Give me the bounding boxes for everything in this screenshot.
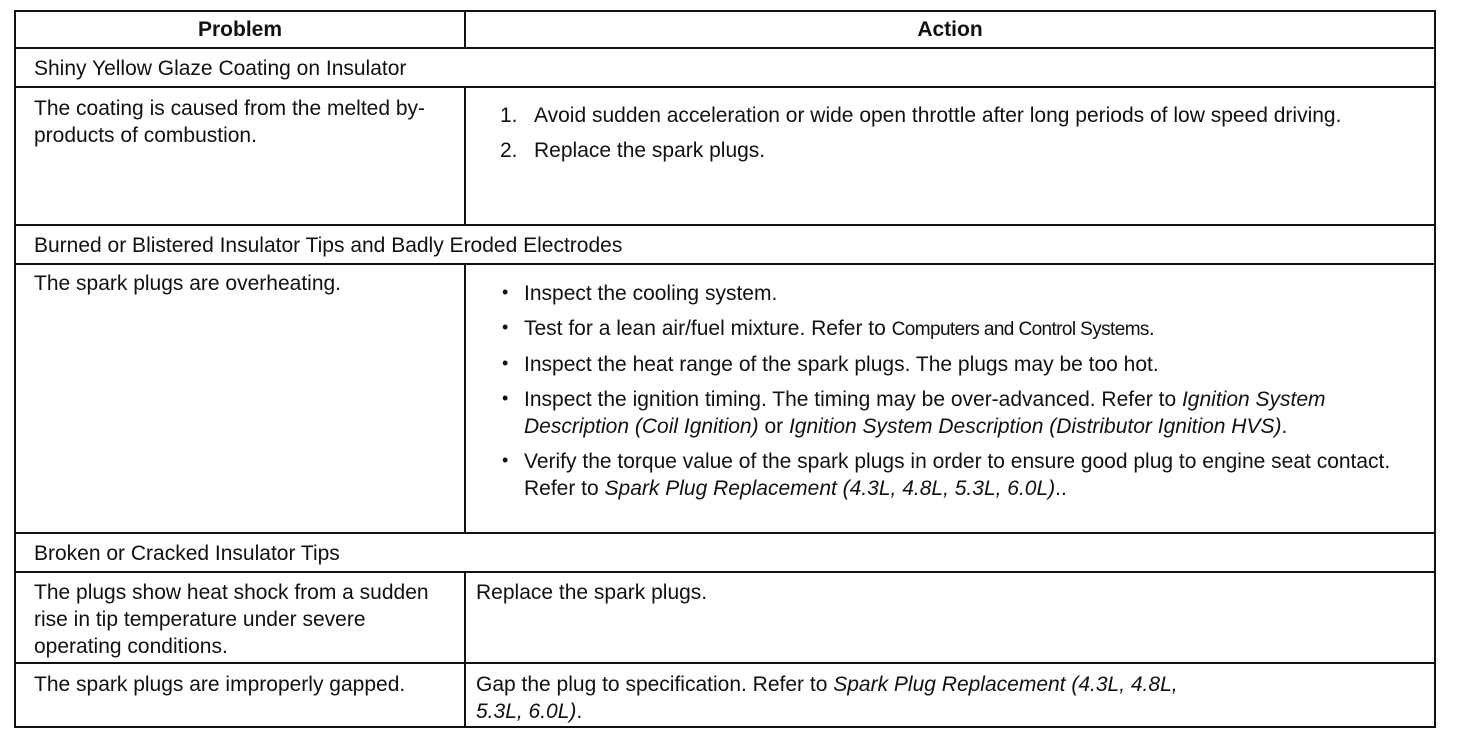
divider [16, 224, 1434, 226]
reference-link[interactable]: Ignition System Description (Coil Ignition) [524, 388, 1326, 438]
divider [16, 47, 1434, 49]
list-item: • Inspect the ignition timing. The timing may be over-advanced. Refer to Ignition System Description (Coil Ignition) or Ignition System Description (Distributor Ignition HVS). [502, 388, 1326, 438]
list-item: • Verify the torque value of the spark plugs in order to ensure good plug to engine seat contact. Refer to Spark Plug Replacement (4.3L, 4.8L, 5.3L, 6.0L).. [502, 450, 1391, 500]
divider [464, 263, 466, 532]
column-header-action: Action [917, 18, 983, 41]
problem-cell: The coating is caused from the melted by-products of combustion. [34, 97, 426, 147]
list-item: 2. Replace the spark plugs. [500, 139, 766, 162]
divider [16, 86, 1434, 88]
divider [464, 86, 466, 224]
troubleshooting-table [14, 10, 1436, 728]
divider [16, 263, 1434, 265]
list-item: 1. Avoid sudden acceleration or wide open throttle after long periods of low speed driving. [500, 104, 1342, 127]
action-cell [500, 102, 1425, 172]
problem-cell: The spark plugs are overheating. [34, 272, 342, 295]
action-cell [500, 280, 1425, 510]
divider [464, 571, 466, 728]
problem-cell: The spark plugs are improperly gapped. [34, 673, 406, 696]
section-title: Shiny Yellow Glaze Coating on Insulator [34, 57, 407, 80]
divider [16, 571, 1434, 573]
divider [16, 532, 1434, 534]
section-title: Burned or Blistered Insulator Tips and Badly Eroded Electrodes [34, 234, 623, 257]
list-item: • Inspect the heat range of the spark plugs. The plugs may be too hot. [502, 353, 1159, 376]
action-cell: Gap the plug to specification. Refer to Spark Plug Replacement (4.3L, 4.8L, 5.3L, 6.0L). [476, 673, 1178, 723]
list-item: • Inspect the cooling system. [502, 282, 778, 305]
reference-link[interactable]: Ignition System Description (Distributor Ignition HVS) [788, 415, 1282, 438]
action-cell: Replace the spark plugs. [476, 581, 708, 604]
column-header-problem: Problem [197, 18, 283, 41]
reference-link[interactable]: Spark Plug Replacement (4.3L, 4.8L, 5.3L, 6.0L) [476, 673, 1178, 723]
reference-link[interactable]: Computers and Control Systems [891, 319, 1149, 340]
list-item: • Test for a lean air/fuel mixture. Refer to Computers and Control Systems. [502, 317, 1155, 340]
divider [16, 662, 1434, 664]
problem-cell: The plugs show heat shock from a sudden rise in tip temperature under severe operating conditions. [34, 581, 429, 658]
reference-link[interactable]: Spark Plug Replacement (4.3L, 4.8L, 5.3L, 6.0L) [604, 477, 1056, 500]
section-title: Broken or Cracked Insulator Tips [34, 542, 340, 565]
